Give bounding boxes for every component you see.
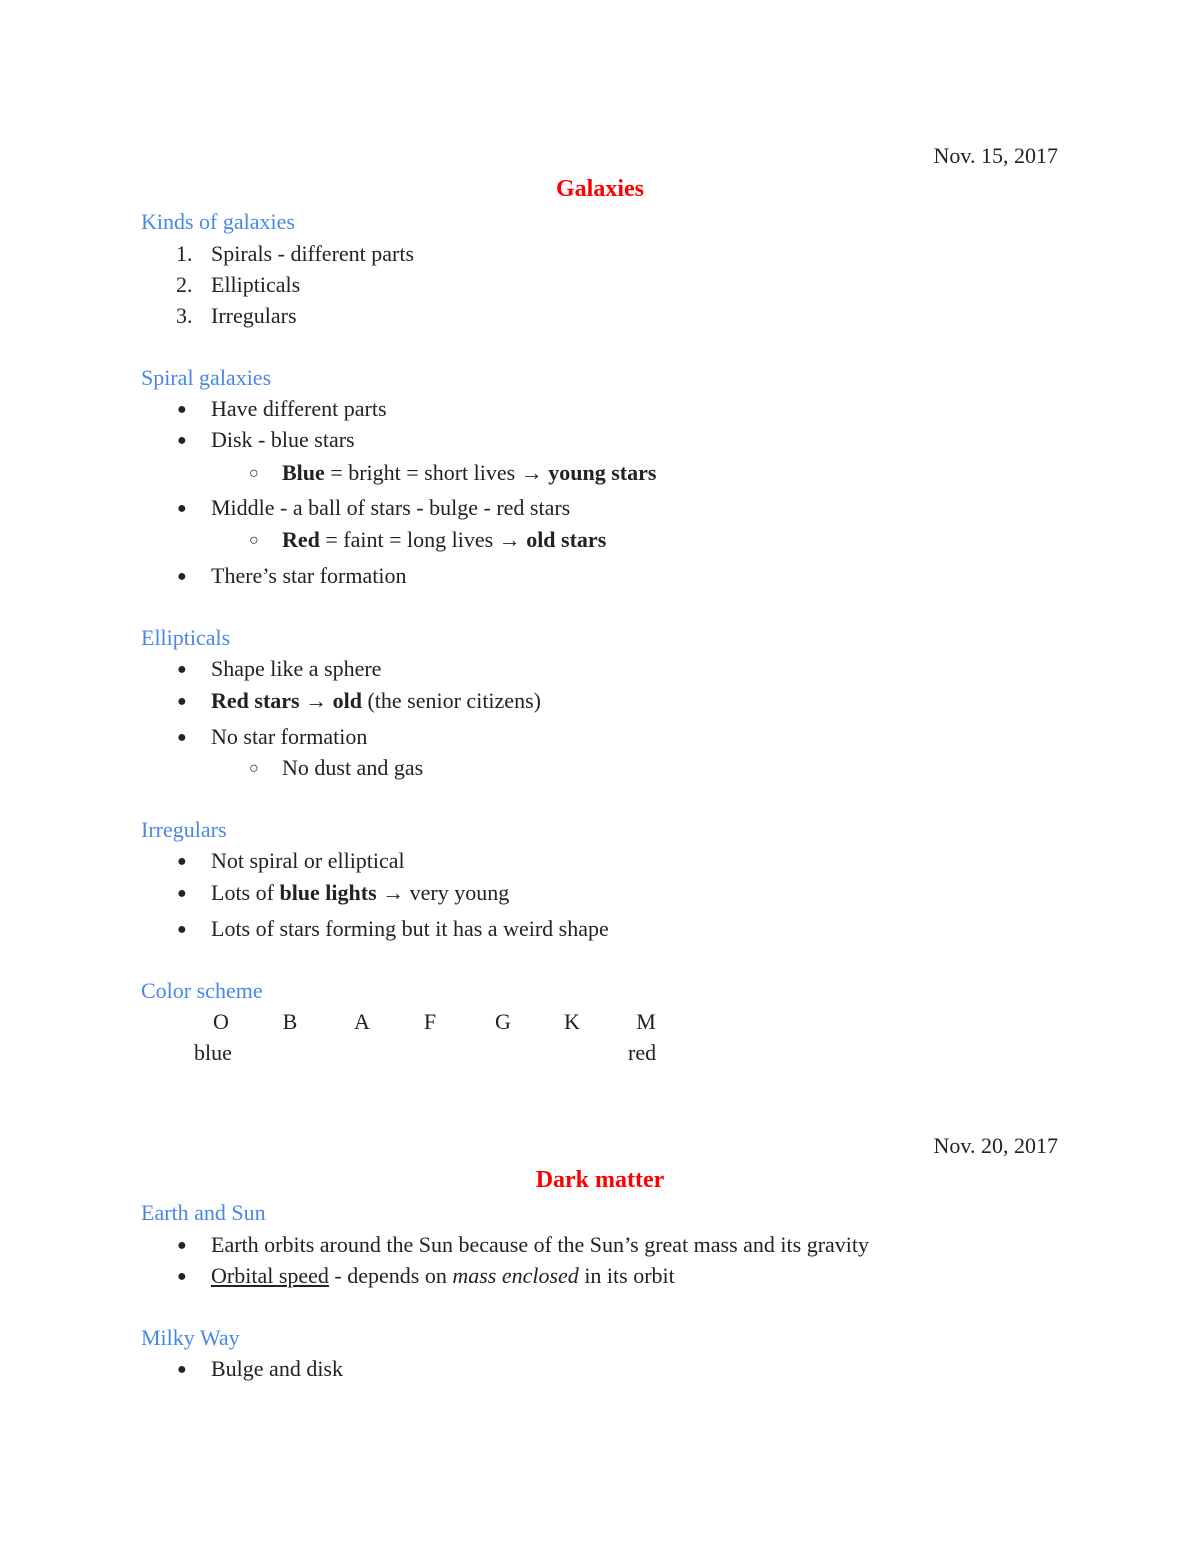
list-item: Middle - a ball of stars - bulge - red stars <box>211 495 571 520</box>
plain-text: (the senior citizens) <box>361 688 541 713</box>
emphasis-text: old <box>332 688 362 713</box>
plain-text: in its orbit <box>578 1263 675 1288</box>
emphasis-text: Blue <box>282 460 325 485</box>
bullet-icon: ● <box>177 401 187 418</box>
page-title: Galaxies <box>556 176 644 202</box>
italic-term: mass enclosed <box>452 1263 579 1288</box>
list-number: 2. <box>176 272 193 297</box>
page-title: Dark matter <box>535 1167 665 1193</box>
spectral-class: G <box>495 1009 511 1034</box>
list-number: 3. <box>176 303 193 328</box>
bullet-icon: ● <box>177 500 187 517</box>
bullet-icon: ● <box>177 1361 187 1378</box>
section-heading-spiral: Spiral galaxies <box>141 365 272 390</box>
bullet-icon: ● <box>177 853 187 870</box>
bullet-icon: ● <box>177 568 187 585</box>
color-scale-high-label: red <box>628 1040 657 1065</box>
list-item: Disk - blue stars <box>211 427 355 452</box>
plain-text: - depends on <box>328 1263 453 1288</box>
section-heading-milky-way: Milky Way <box>141 1325 240 1350</box>
list-item: Irregulars <box>211 303 297 328</box>
spectral-class: A <box>354 1009 370 1034</box>
section-heading-earth-sun: Earth and Sun <box>141 1200 266 1225</box>
color-scale-low-label: blue <box>194 1040 232 1065</box>
list-number: 1. <box>176 241 193 266</box>
date: Nov. 15, 2017 <box>933 143 1058 168</box>
list-item: Shape like a sphere <box>211 656 382 681</box>
bullet-icon: ● <box>177 921 187 938</box>
plain-text: = bright = short lives → <box>324 460 549 485</box>
sub-bullet-icon: ○ <box>249 532 259 549</box>
emphasis-text: old stars <box>526 527 607 552</box>
underlined-term: Orbital speed <box>211 1263 329 1288</box>
sub-list-item <box>282 526 606 554</box>
spectral-class: M <box>636 1009 656 1034</box>
plain-text: = faint = long lives → <box>319 527 527 552</box>
list-item <box>211 1262 675 1290</box>
emphasis-text: Red stars <box>211 688 300 713</box>
sub-bullet-icon: ○ <box>249 760 259 777</box>
plain-text: Lots of <box>211 880 280 905</box>
sub-list-item <box>282 459 656 487</box>
list-item: Have different parts <box>211 396 387 421</box>
sub-bullet-icon: ○ <box>249 465 259 482</box>
spectral-class: B <box>282 1009 298 1034</box>
section-heading-kinds: Kinds of galaxies <box>141 209 295 234</box>
plain-text: → <box>299 688 333 713</box>
date: Nov. 20, 2017 <box>933 1133 1058 1158</box>
bullet-icon: ● <box>177 1237 187 1254</box>
list-item: Bulge and disk <box>211 1356 343 1381</box>
emphasis-text: Red <box>282 527 320 552</box>
list-item <box>211 879 509 907</box>
bullet-icon: ● <box>177 729 187 746</box>
list-item: Earth orbits around the Sun because of the Sun’s great mass and its gravity <box>211 1232 870 1257</box>
list-item: Lots of stars forming but it has a weird shape <box>211 916 609 941</box>
bullet-icon: ● <box>177 885 187 902</box>
bullet-icon: ● <box>177 693 187 710</box>
sub-list-item: No dust and gas <box>282 755 424 780</box>
spectral-class: K <box>564 1009 580 1034</box>
bullet-icon: ● <box>177 1268 187 1285</box>
plain-text: → very young <box>376 880 510 905</box>
list-item: Spirals - different parts <box>211 241 415 266</box>
bullet-icon: ● <box>177 432 187 449</box>
list-item: Not spiral or elliptical <box>211 848 405 873</box>
bullet-icon: ● <box>177 661 187 678</box>
section-heading-color-scheme: Color scheme <box>141 978 263 1003</box>
list-item: There’s star formation <box>211 563 407 588</box>
emphasis-text: blue lights <box>279 880 377 905</box>
section-heading-irregulars: Irregulars <box>141 817 227 842</box>
list-item <box>211 687 541 715</box>
list-item: No star formation <box>211 724 368 749</box>
section-heading-ellipticals: Ellipticals <box>141 625 231 650</box>
list-item: Ellipticals <box>211 272 301 297</box>
emphasis-text: young stars <box>548 460 657 485</box>
spectral-class: O <box>213 1009 229 1034</box>
spectral-class: F <box>423 1009 437 1034</box>
